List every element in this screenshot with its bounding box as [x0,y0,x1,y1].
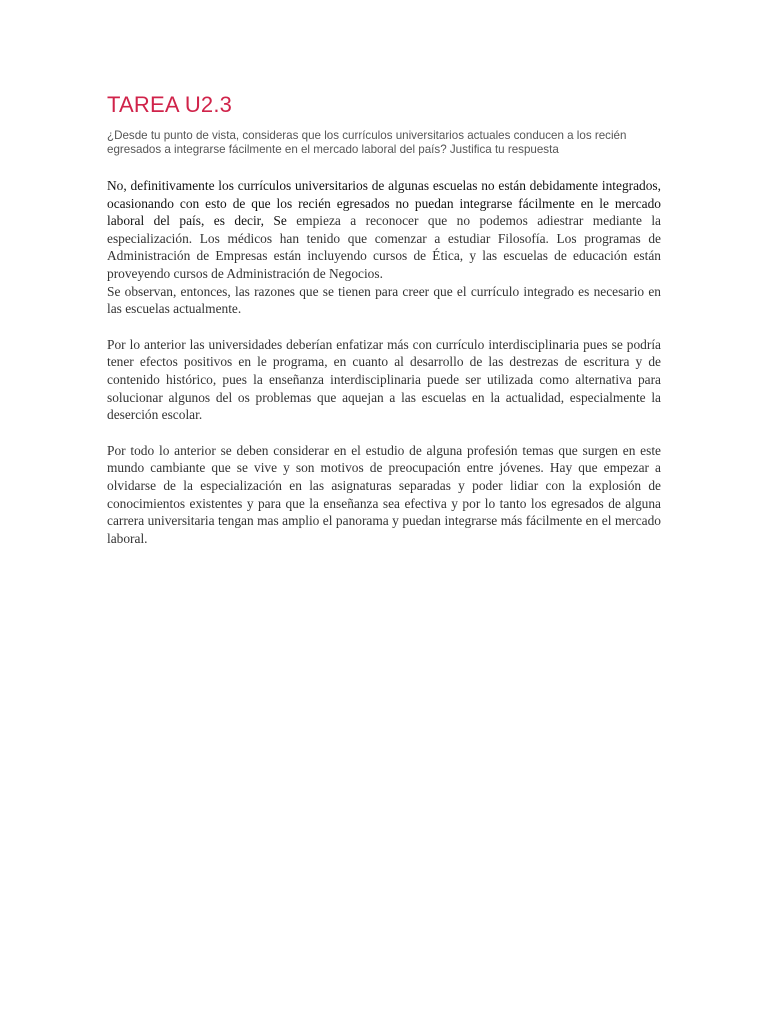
paragraph-gap [107,318,661,336]
paragraph-2: Se observan, entonces, las razones que se tienen para creer que el currículo integrado es necesario en las escuelas actualmente. [107,283,661,317]
assignment-question: ¿Desde tu punto de vista, consideras que los currículos universitarios actuales conducen a los recién egresados a integrarse fácilmente en el mercado laboral del país? Justifica tu respuesta [107,129,627,156]
paragraph-1-lead: No, definitivamente los currículos universitarios de algunas escuelas no están debidamente integrados, ocasionando con esto de que los recién egresados no puedan integrarse fácilmente en le mercado laboral del país, es decir, Se [107,178,661,229]
paragraph-1-rest: empieza a reconocer que no podemos adiestrar mediante la especialización. Los médicos han tenido que comenzar a estudiar Filosofía. Los programas de Administración de Empresas están incluyendo cursos de Ética, y las escuelas de educación están proveyendo cursos de Administración de Negocios. [107,213,661,281]
paragraph-gap [107,424,661,442]
paragraph-3: Por lo anterior las universidades deberían enfatizar más con currículo interdisciplinaria pues se podría tener efectos positivos en le programa, en cuanto al desarrollo de las destrezas de escritura y de contenido histórico, pues la enseñanza interdisciplinaria puede ser utilizada como alternativa para solucionar algunos del os problemas que aquejan a las escuelas en la actualidad, especialmente la deserción escolar. [107,336,661,423]
document-page [107,92,661,547]
page-title: TAREA U2.3 [107,92,233,117]
paragraph-1 [107,177,661,283]
paragraph-4: Por todo lo anterior se deben considerar en el estudio de alguna profesión temas que surgen en este mundo cambiante que se vive y son motivos de preocupación entre jóvenes. Hay que empezar a olvidarse de la especialización en las asignaturas separadas y poder lidiar con la explosión de conocimientos existentes y para que la enseñanza sea efectiva y por lo tanto los egresados de alguna carrera universitaria tengan mas amplio el panorama y puedan integrarse más fácilmente en el mercado laboral. [107,442,661,546]
